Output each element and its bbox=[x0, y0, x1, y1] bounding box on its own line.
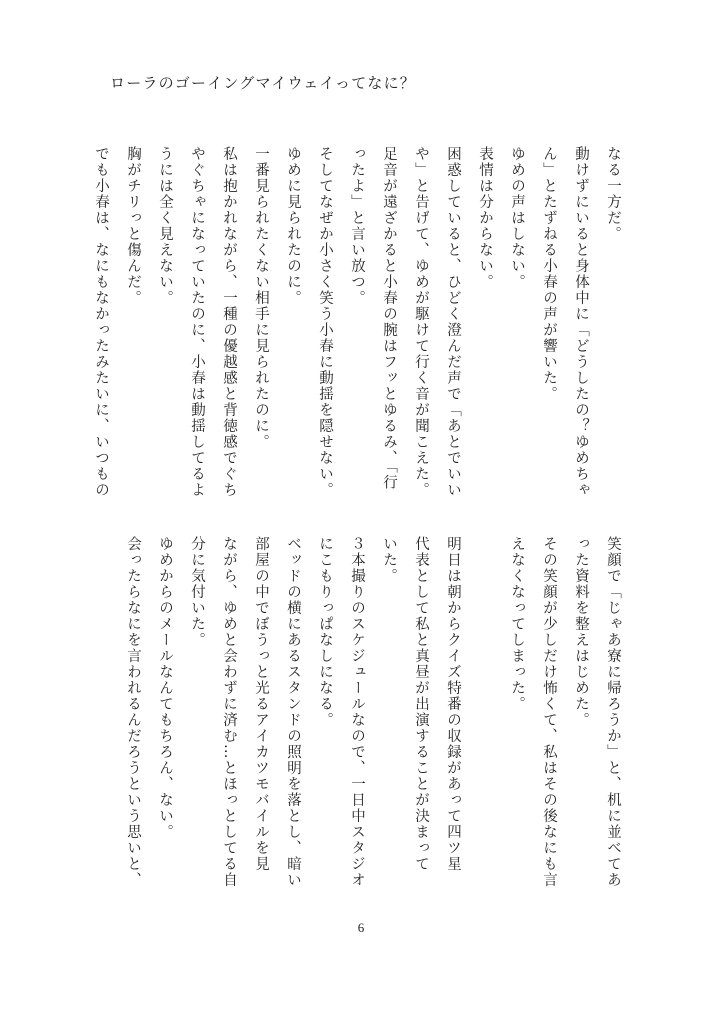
text-column: 明日は朝からクイズ特番の収録があって四ツ星 bbox=[445, 536, 461, 872]
text-column: うには全く見えない。 bbox=[157, 146, 173, 306]
text-column: やぐちゃになっていたのに、小春は動揺してるよ bbox=[189, 146, 205, 498]
text-column: ゆめからのメールなんてもちろん、ない。 bbox=[157, 536, 173, 840]
text-column: 困惑していると、ひどく澄んだ声で「あとでいい bbox=[445, 146, 461, 498]
vertical-text-block-bottom bbox=[101, 536, 629, 888]
text-column: その笑顔が少しだけ怖くて、私はその後なにも言 bbox=[541, 536, 557, 888]
text-column: 一番見られたくない相手に見られたのに。 bbox=[253, 146, 269, 450]
text-column: ゆめの声はしない。 bbox=[509, 146, 525, 290]
text-column: ながら、ゆめと会わずに済む…とほっとしてる自 bbox=[221, 536, 237, 888]
page-number: 6 bbox=[357, 920, 365, 935]
vertical-text-block-top bbox=[93, 146, 629, 498]
text-column: ん」とたずねる小春の声が響いた。 bbox=[541, 146, 557, 402]
text-column: ３本撮りのスケジュールなので、一日中スタジオ bbox=[349, 536, 365, 888]
text-column: 笑顔で「じゃあ寮に帰ろうか」と、机に並べてあ bbox=[605, 536, 621, 888]
text-column: 代表として私と真昼が出演することが決まって bbox=[413, 536, 429, 872]
text-column: 分に気付いた。 bbox=[189, 536, 205, 648]
text-column: 会ったらなにを言われるんだろうという思いと、 bbox=[125, 536, 141, 888]
text-column: 部屋の中でぼうっと光るアイカツモバイルを見 bbox=[253, 536, 269, 872]
text-column: でも小春は、なにもなかったみたいに、いつもの bbox=[93, 146, 109, 498]
text-column: 表情は分からない。 bbox=[477, 146, 493, 290]
text-column: そしてなぜか小さく笑う小春に動揺を隠せない。 bbox=[317, 146, 333, 498]
text-column: 私は抱かれながら、一種の優越感と背徳感でぐち bbox=[221, 146, 237, 498]
text-column: なる一方だ。 bbox=[605, 146, 621, 242]
page-title: ローラのゴーイングマイウェイってなに？ bbox=[110, 74, 417, 92]
text-column: った資料を整えはじめた。 bbox=[573, 536, 589, 728]
text-column: ベッドの横にあるスタンドの照明を落とし、暗い bbox=[285, 536, 301, 888]
text-column: いた。 bbox=[381, 536, 397, 584]
blank-column bbox=[469, 536, 501, 881]
text-column: にこもりっぱなしになる。 bbox=[317, 536, 333, 728]
text-column: ったよ」と言い放つ。 bbox=[349, 146, 365, 306]
text-column: ゆめに見られたのに。 bbox=[285, 146, 301, 306]
text-column: や」と告げて、ゆめが駆けて行く音が聞こえた。 bbox=[413, 146, 429, 498]
text-column: 足音が遠ざかると小春の腕はフッとゆるみ、「行 bbox=[381, 146, 397, 491]
text-column: 動けずにいると身体中に「どうしたの？ゆめちゃ bbox=[573, 146, 589, 498]
text-column: 胸がチリっと傷んだ。 bbox=[125, 146, 141, 306]
text-column: えなくなってしまった。 bbox=[509, 536, 525, 712]
